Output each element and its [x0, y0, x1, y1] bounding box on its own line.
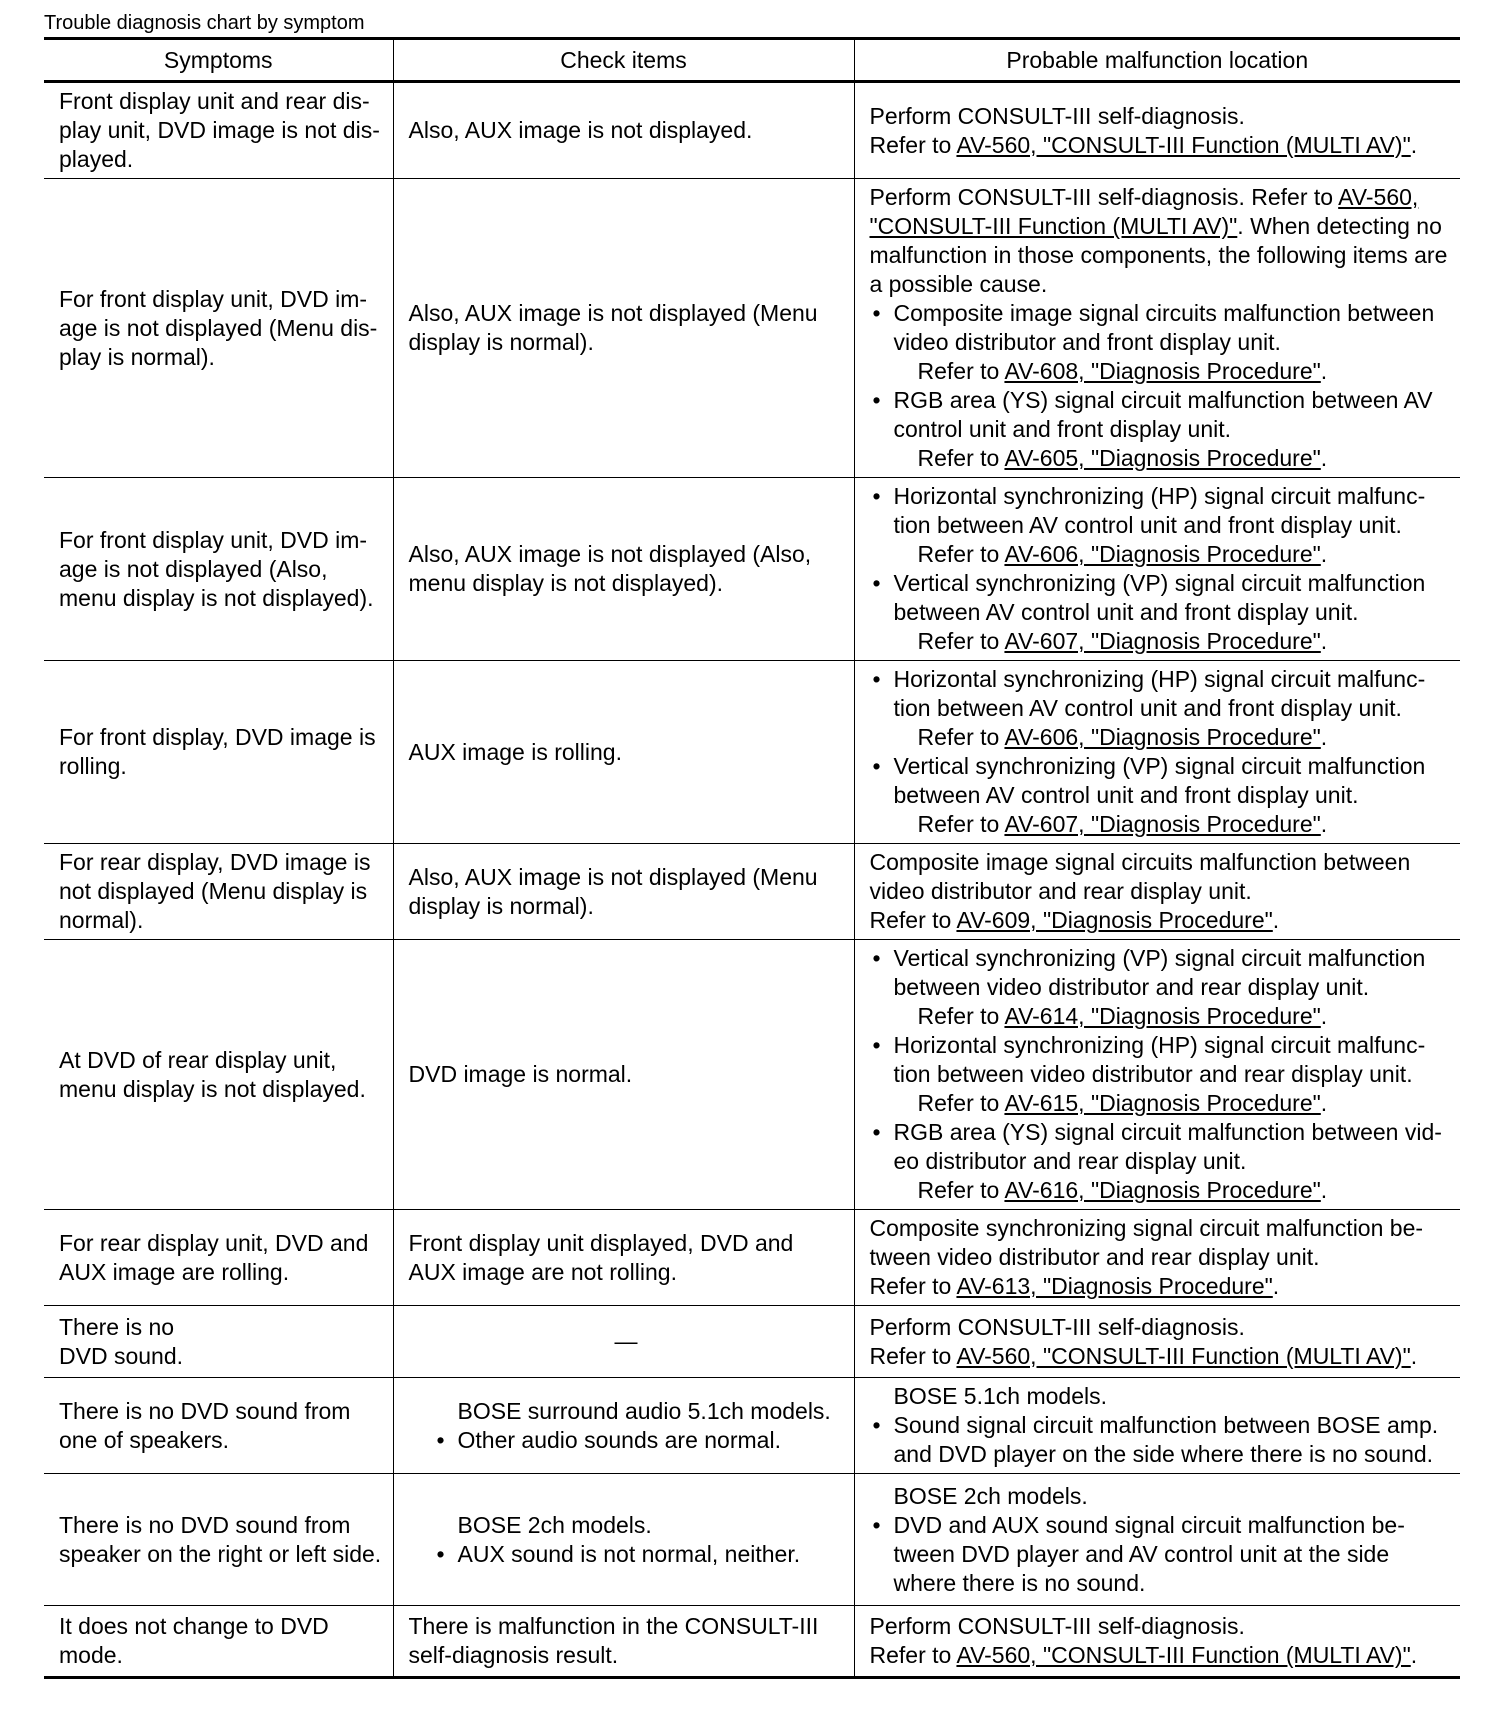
table-row [44, 844, 1460, 940]
location-cell: Composite synchronizing signal circuit malfunction be- tween video distributor and rear display unit. Refer to AV-613, "Diagnosis Procedure". [854, 1210, 1460, 1306]
list-item: • Vertical synchronizing (VP) signal circuit malfunction between AV control unit and front display unit. Refer to AV-607, "Diagnosis Procedure". [870, 752, 1451, 839]
check-heading: BOSE 2ch models. [457, 1511, 652, 1538]
table-row [44, 1378, 1460, 1474]
symptom-cell: For front display unit, DVD im- age is not displayed (Menu dis- play is normal). [44, 179, 393, 478]
symptom-cell: There is no DVD sound from one of speakers. [44, 1378, 393, 1474]
check-cell: — [393, 1306, 854, 1378]
cause-list [870, 299, 1451, 473]
location-cell: Composite image signal circuits malfunction between video distributor and rear display unit. Refer to AV-609, "Diagnosis Procedure". [854, 844, 1460, 940]
reference-link[interactable]: AV-560, "CONSULT-III Function (MULTI AV)" [869, 184, 1419, 239]
list-item: • RGB area (YS) signal circuit malfunction between AV control unit and front display unit. Refer to AV-605, "Diagnosis Procedure". [870, 386, 1451, 473]
trouble-diagnosis-table [44, 37, 1460, 1679]
symptom-cell: For front display, DVD image is rolling. [44, 661, 393, 844]
header-symptoms: Symptoms [44, 39, 393, 82]
check-cell: Also, AUX image is not displayed (Also, menu display is not displayed). [393, 478, 854, 661]
symptom-cell: There is no DVD sound. [44, 1306, 393, 1378]
check-cell: AUX image is rolling. [393, 661, 854, 844]
table-row [44, 661, 1460, 844]
reference-link[interactable]: AV-560, "CONSULT-III Function (MULTI AV)" [956, 1642, 1411, 1668]
symptom-cell: At DVD of rear display unit, menu display is not displayed. [44, 940, 393, 1210]
list-item: • Horizontal synchronizing (HP) signal circuit malfunc- tion between AV control unit and front display unit. Refer to AV-606, "Diagnosis Procedure". [870, 665, 1451, 752]
location-cell [854, 179, 1460, 478]
reference-link[interactable]: AV-560, "CONSULT-III Function (MULTI AV)" [956, 1342, 1411, 1369]
table-row [44, 179, 1460, 478]
symptom-cell: For rear display, DVD image is not displayed (Menu display is normal). [44, 844, 393, 940]
symptom-cell: For front display unit, DVD im- age is not displayed (Also, menu display is not displayed). [44, 478, 393, 661]
reference-link[interactable]: AV-614, "Diagnosis Procedure" [1004, 1003, 1321, 1029]
location-text: Perform CONSULT-III self-diagnosis. [869, 1313, 1245, 1340]
symptom-cell: For rear display unit, DVD and AUX image are rolling. [44, 1210, 393, 1306]
list-item: • Vertical synchronizing (VP) signal circuit malfunction between video distributor and rear display unit. Refer to AV-614, "Diagnosis Procedure". [870, 944, 1451, 1031]
header-row [44, 39, 1460, 82]
cause-list [870, 944, 1451, 1205]
table-row [44, 82, 1460, 179]
reference-link[interactable]: AV-607, "Diagnosis Procedure" [1004, 628, 1321, 654]
symptom-cell: Front display unit and rear dis- play unit, DVD image is not dis- played. [44, 82, 393, 179]
check-cell: Front display unit displayed, DVD and AUX image are not rolling. [393, 1210, 854, 1306]
symptom-cell: There is no DVD sound from speaker on the right or left side. [44, 1474, 393, 1606]
location-text: Composite synchronizing signal circuit malfunction be- tween video distributor and rear display unit. [869, 1215, 1424, 1270]
reference-link[interactable]: AV-608, "Diagnosis Procedure" [1004, 358, 1321, 384]
check-cell: There is malfunction in the CONSULT-III self-diagnosis result. [393, 1606, 854, 1678]
reference-link[interactable]: AV-605, "Diagnosis Procedure" [1004, 445, 1321, 471]
location-text: Composite image signal circuits malfunction between video distributor and rear display unit. [869, 849, 1411, 904]
location-cell [854, 1378, 1460, 1474]
ref-prefix: Refer to [869, 131, 957, 158]
location-heading: BOSE 5.1ch models. [893, 1383, 1107, 1409]
cause-list [870, 482, 1451, 656]
table-row [44, 1474, 1460, 1606]
location-heading: BOSE 2ch models. [893, 1482, 1088, 1509]
check-cell: DVD image is normal. [393, 940, 854, 1210]
reference-link[interactable]: AV-613, "Diagnosis Procedure" [956, 1273, 1273, 1299]
reference-link[interactable]: AV-560, "CONSULT-III Function (MULTI AV)" [956, 131, 1411, 158]
reference-link[interactable]: AV-606, "Diagnosis Procedure" [1004, 541, 1321, 567]
table-row [44, 1306, 1460, 1378]
list-item: • Sound signal circuit malfunction between BOSE amp. and DVD player on the side where there is no sound. [870, 1411, 1451, 1469]
reference-link[interactable]: AV-606, "Diagnosis Procedure" [1004, 724, 1321, 750]
check-cell: Also, AUX image is not displayed. [393, 82, 854, 179]
list-item: • RGB area (YS) signal circuit malfunction between vid- eo distributor and rear display unit. Refer to AV-616, "Diagnosis Procedure". [870, 1118, 1451, 1205]
location-intro: Perform CONSULT-III self-diagnosis. Refer to AV-560, "CONSULT-III Function (MULTI AV)". When detecting no malfunction in those components, the following items are a possible cause. [869, 184, 1448, 297]
reference-link[interactable]: AV-609, "Diagnosis Procedure" [956, 907, 1273, 933]
table-row [44, 1210, 1460, 1306]
header-probable-location: Probable malfunction location [854, 39, 1460, 82]
list-item: • Composite image signal circuits malfunction between video distributor and front display unit. Refer to AV-608, "Diagnosis Procedure". [870, 299, 1451, 386]
reference-link[interactable]: AV-607, "Diagnosis Procedure" [1004, 811, 1321, 837]
list-item: • AUX sound is not normal, neither. [434, 1540, 844, 1569]
header-check-items: Check items [393, 39, 854, 82]
location-cell [854, 82, 1460, 179]
list-item: • Horizontal synchronizing (HP) signal circuit malfunc- tion between video distributor and rear display unit. Refer to AV-615, "Diagnosis Procedure". [870, 1031, 1451, 1118]
list-item: • Vertical synchronizing (VP) signal circuit malfunction between AV control unit and front display unit. Refer to AV-607, "Diagnosis Procedure". [870, 569, 1451, 656]
check-cell: Also, AUX image is not displayed (Menu display is normal). [393, 179, 854, 478]
location-cell [854, 940, 1460, 1210]
location-cell [854, 478, 1460, 661]
list-item: • DVD and AUX sound signal circuit malfunction be- tween DVD player and AV control unit at the side where there is no sound. [870, 1511, 1451, 1598]
symptom-cell: It does not change to DVD mode. [44, 1606, 393, 1678]
cause-list [870, 665, 1451, 839]
reference-link[interactable]: AV-616, "Diagnosis Procedure" [1004, 1177, 1321, 1203]
location-cell: Perform CONSULT-III self-diagnosis. Refer to AV-560, "CONSULT-III Function (MULTI AV)". [854, 1606, 1460, 1678]
location-cell: Perform CONSULT-III self-diagnosis. Refer to AV-560, "CONSULT-III Function (MULTI AV)". [854, 1306, 1460, 1378]
table-caption: Trouble diagnosis chart by symptom [44, 12, 365, 34]
table-row [44, 940, 1460, 1210]
table-row [44, 478, 1460, 661]
location-cell [854, 661, 1460, 844]
check-cell [393, 1378, 854, 1474]
list-item: • Horizontal synchronizing (HP) signal circuit malfunc- tion between AV control unit and front display unit. Refer to AV-606, "Diagnosis Procedure". [870, 482, 1451, 569]
location-text: Perform CONSULT-III self-diagnosis. [869, 102, 1245, 129]
reference-link[interactable]: AV-615, "Diagnosis Procedure" [1004, 1090, 1321, 1116]
ref-suffix: . [1410, 131, 1418, 158]
location-text: Perform CONSULT-III self-diagnosis. [869, 1613, 1245, 1639]
location-cell [854, 1474, 1460, 1606]
check-heading: BOSE surround audio 5.1ch models. [457, 1397, 831, 1424]
check-cell: Also, AUX image is not displayed (Menu display is normal). [393, 844, 854, 940]
table-row [44, 1606, 1460, 1678]
list-item: • Other audio sounds are normal. [434, 1426, 844, 1455]
check-cell [393, 1474, 854, 1606]
